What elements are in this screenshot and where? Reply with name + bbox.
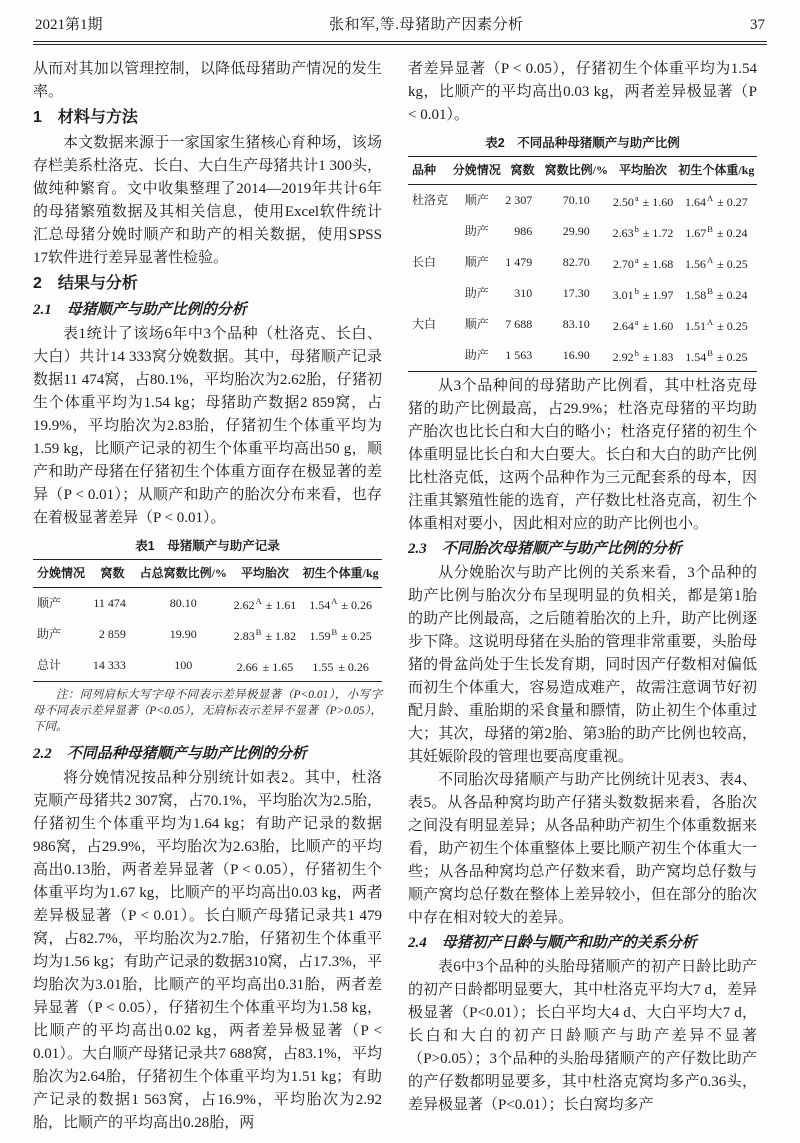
superscript-marker: A — [707, 255, 714, 265]
table-cell: 16.90 — [562, 348, 590, 362]
table-cell: 总计 — [37, 658, 62, 672]
paragraph-carryover-left: 从而对其加以管理控制，以降低母猪助产情况的发生率。 — [33, 61, 382, 100]
table-cell: 2.63$^b$ ± 1.72 — [612, 224, 674, 240]
column-header: 平均胎次 — [231, 560, 300, 588]
column-header: 分娩情况 — [451, 157, 503, 185]
table-cell: 310 — [514, 286, 533, 300]
superscript-marker: b — [634, 286, 639, 296]
subsection-heading-2-1: 2.1 母猪顺产与助产比例的分析 — [33, 302, 247, 318]
table-cell: $1.54^B \pm 0.25$ — [685, 348, 748, 364]
table-cell: $1.67^B \pm 0.24$ — [685, 224, 748, 240]
table-cell: 2.66 ± 1.65 — [236, 660, 294, 674]
table-cell: 顺产 — [464, 193, 489, 207]
table-cell: $1.58^B \pm 0.24$ — [685, 286, 748, 302]
table-cell: $1.64^A \pm 0.27$ — [685, 193, 748, 209]
table-cell: 17.30 — [562, 286, 590, 300]
table-cell: 11 474 — [93, 596, 126, 610]
superscript-marker: A — [707, 317, 714, 327]
table-row — [33, 650, 382, 682]
section-heading-materials: 1 材料与方法 — [33, 109, 138, 126]
paragraph-2-2: 将分娩情况按品种分别统计如表2。其中，杜洛克顺产母猪共2 307窝，占70.1%，平均胎次为2.5胎，仔猪初生个体重平均为1.64 kg；有助产记录的数据986窝，占29.9%，平均胎次为2.63胎，比顺产的平均高出0.13胎，两者差异显著（P < 0.05），仔猪初生个体重平均为1.67 kg，比顺产的平均高出0.03 kg，两者差异极显著（P < 0.01）。长白顺产母猪记录共1 479窝，占82.7%，平均胎次为2.7胎，仔猪初生个体重平均为1.56 kg；有助产记录的数据310窝，占17.3%，平均胎次为3.01胎，比顺产的平均高出0.31胎，两者差异显著（P < 0.05），仔猪初生个体重平均为1.58 kg，比顺产的平均高出0.02 kg，两者差异极显著（P < 0.01）。大白顺产母猪记录共7 688窝，占83.1%，平均胎次为2.64胎，仔猪初生个体重平均为1.51 kg；有助产记录的数据1 563窝，占16.9%，平均胎次为2.92胎，比顺产的平均高出0.28胎，两 — [33, 770, 382, 1130]
table-cell: $2.62^A \pm 1.61$ — [233, 596, 297, 612]
table-1-note: 注：同列肩标大写字母不同表示差异极显著（P<0.01），小写字母不同表示差异显著（P<0.05），无肩标表示差异不显著（P>0.05），下同。 — [33, 689, 382, 733]
table-cell: 2.70$^a$ ± 1.68 — [612, 255, 674, 271]
table-cell: 大白 — [412, 317, 437, 331]
table-2 — [408, 156, 757, 372]
table-cell: 80.10 — [169, 596, 197, 610]
table-1 — [33, 559, 382, 682]
table-row — [408, 278, 757, 309]
superscript-marker: B — [331, 627, 338, 637]
superscript-marker: a — [634, 255, 639, 265]
table-cell — [408, 216, 451, 247]
table-cell — [408, 340, 451, 372]
paragraph-2-3a: 从分娩胎次与助产比例的关系来看，3个品种的助产比例与胎次分布呈现明显的负相关，都是第1胎的助产比例最高，之后随着胎次的上升，助产比例逐步下降。这说明母猪在头胎的管理非常重要，头胎母猪的骨盆尚处于生长发育期，同时因产仔数相对偏低而初生个体重大，容易造成难产，故需注意调节好初配月龄、重胎期的采食量和膘情，防止初生个体重过大；其次，母猪的第2胎、第3胎的助产比例也较高，其妊娠阶段的管理也要高度重视。 — [408, 565, 757, 765]
table-cell: $1.59^B \pm 0.25$ — [309, 627, 372, 643]
table-2-header-row — [408, 157, 757, 185]
paragraph-carryover-right: 者差异显著（P < 0.05），仔猪初生个体重平均为1.54 kg，比顺产的平均高出0.03 kg，两者差异极显著（P < 0.01）。 — [408, 61, 757, 123]
subsection-heading-2-4: 2.4 母猪初产日龄与顺产和助产的关系分析 — [408, 935, 697, 951]
table-cell: 2.64$^a$ ± 1.60 — [612, 317, 674, 333]
superscript-marker: B — [707, 348, 713, 358]
table-row — [408, 309, 757, 340]
superscript-marker: A — [331, 596, 338, 606]
superscript-marker: B — [255, 627, 262, 637]
table-cell: $2.83^B \pm 1.82$ — [233, 627, 297, 643]
column-header: 品种 — [408, 157, 451, 185]
table-cell: 83.10 — [562, 317, 590, 331]
paragraph-2-3b: 不同胎次母猪顺产与助产比例统计见表3、表4、表5。从各品种窝均助产仔猪头数数据来看，各胎次之间没有明显差异；从各品种助产初生个体重数据来看，助产初生个体重整体上要比顺产初生个体重大一些；从各品种窝均总产仔数来看，助产窝均总仔数与顺产窝均总仔数在整体上差异较小，但在部分的胎次中存在相对较大的差异。 — [408, 772, 757, 926]
paragraph-2-1: 表1统计了该场6年中3个品种（杜洛克、长白、大白）共计14 333窝分娩数据。其中，母猪顺产记录数据11 474窝，占80.1%，平均胎次为2.62胎，仔猪初生个体重平均为1.54 kg；母猪助产数据2 859窝，占19.9%，平均胎次为2.83胎，仔猪初生个体重平均为1.59 kg，比顺产记录的初生个体重平均高出50 g，顺产和助产母猪在仔猪初生个体重方面存在极显著的差异（P < 0.01）；从顺产和助产的胎次分布来看，也存在着极显著差异（P < 0.01）。 — [33, 326, 382, 526]
table-cell: 1 563 — [505, 348, 533, 362]
table-cell: 顺产 — [464, 255, 489, 269]
table-cell: 2.50$^a$ ± 1.60 — [612, 193, 674, 209]
superscript-marker: A — [255, 596, 262, 606]
table-cell: $1.56^A \pm 0.25$ — [685, 255, 748, 271]
table-cell: 19.90 — [169, 627, 197, 641]
two-column-body — [33, 58, 767, 1130]
column-header: 窝数比例/% — [542, 157, 610, 185]
table-cell: 986 — [514, 224, 533, 238]
paragraph-materials: 本文数据来源于一家国家生猪核心育种场，该场存栏美系杜洛克、长白、大白生产母猪共计1 300头，做纯种繁育。文中收集整理了2014—2019年共计6年的母猪繁殖数据及其相关信息，使用Excel软件统计汇总母猪分娩时顺产和助产的相关数据，使用SPSS 17软件进行差异显著性检验。 — [33, 135, 382, 266]
paragraph-2-4: 表6中3个品种的头胎母猪顺产的初产日龄比助产的初产日龄都明显要大，其中杜洛克平均大7 d，差异极显著（P<0.01）；长白平均大4 d、大白平均大7 d，长白和大白的初产日龄顺产与助产差异不显著（P>0.05）；3个品种的头胎母猪顺产的产仔数比助产的产仔数都明显要多，其中杜洛克窝均多产0.36头，差异极显著（P<0.01）；长白窝均多产 — [408, 959, 757, 1113]
table-cell: $1.51^A \pm 0.25$ — [685, 317, 748, 333]
page-header — [33, 10, 767, 45]
superscript-marker: B — [707, 286, 713, 296]
table-cell: 助产 — [37, 627, 62, 641]
table-cell: 顺产 — [37, 596, 62, 610]
column-header: 窝数 — [89, 560, 136, 588]
table-row — [408, 247, 757, 278]
table-cell — [408, 278, 451, 309]
superscript-marker: a — [634, 317, 639, 327]
superscript-marker: B — [707, 224, 713, 234]
table-row — [408, 216, 757, 247]
column-right — [408, 58, 757, 1130]
subsection-heading-2-3: 2.3 不同胎次母猪顺产与助产比例的分析 — [408, 541, 682, 557]
table-cell: 1.55 ± 0.26 — [312, 660, 369, 674]
table-row — [408, 185, 757, 217]
table-cell: 3.01$^b$ ± 1.97 — [612, 286, 674, 302]
table-cell: 2 859 — [98, 627, 126, 641]
column-header: 窝数 — [503, 157, 543, 185]
table-row — [33, 619, 382, 650]
subsection-heading-2-2: 2.2 不同品种母猪顺产与助产比例的分析 — [33, 746, 307, 762]
column-header: 分娩情况 — [33, 560, 89, 588]
table-row — [33, 588, 382, 620]
table-cell: 7 688 — [505, 317, 533, 331]
table-cell: 助产 — [464, 348, 489, 362]
table-cell: 1 479 — [505, 255, 533, 269]
column-header: 平均胎次 — [610, 157, 675, 185]
running-title: 张和军,等.母猪助产因素分析 — [329, 17, 524, 33]
superscript-marker: b — [634, 348, 639, 358]
table-cell: 29.90 — [562, 224, 590, 238]
page-number: 37 — [750, 17, 765, 33]
table-cell: $1.54^A \pm 0.26$ — [309, 596, 372, 612]
superscript-marker: a — [634, 193, 639, 203]
table-cell: 助产 — [464, 286, 489, 300]
table-row — [408, 340, 757, 372]
table-cell: 助产 — [464, 224, 489, 238]
table-cell: 14 333 — [92, 658, 126, 672]
section-heading-results: 2 结果与分析 — [33, 275, 138, 292]
table-cell: 杜洛克 — [412, 193, 449, 207]
table-cell: 长白 — [412, 255, 437, 269]
journal-issue: 2021第1期 — [35, 17, 103, 33]
table-cell: 70.10 — [562, 193, 590, 207]
table-1-header-row — [33, 560, 382, 588]
superscript-marker: b — [634, 224, 639, 234]
column-header: 占总窝数比例/% — [136, 560, 231, 588]
paragraph-breed-analysis: 从3个品种间的母猪助产比例看，其中杜洛克母猪的助产比例最高，占29.9%；杜洛克母猪的平均助产胎次也比长白和大白的略小；杜洛克仔猪的初生个体重明显比长白和大白要大。长白和大白的助产比例比杜洛克低，这两个品种作为三元配套系的母本，因注重其繁殖性能的选育，产仔数比杜洛克高，初生个体重相对要小，因此相对应的助产比例也小。 — [408, 378, 757, 532]
column-left — [33, 58, 382, 1130]
column-header: 初生个体重/kg — [299, 560, 382, 588]
table-2-caption: 表2 不同品种母猪顺产与助产比例 — [485, 136, 680, 150]
table-cell: 82.70 — [562, 255, 590, 269]
superscript-marker: A — [707, 193, 714, 203]
table-cell: 100 — [174, 658, 193, 672]
table-cell: 2 307 — [505, 193, 533, 207]
table-cell: 顺产 — [464, 317, 489, 331]
column-header: 初生个体重/kg — [676, 157, 757, 185]
table-1-caption: 表1 母猪顺产与助产记录 — [135, 539, 280, 553]
table-cell: 2.92$^b$ ± 1.83 — [612, 348, 674, 364]
